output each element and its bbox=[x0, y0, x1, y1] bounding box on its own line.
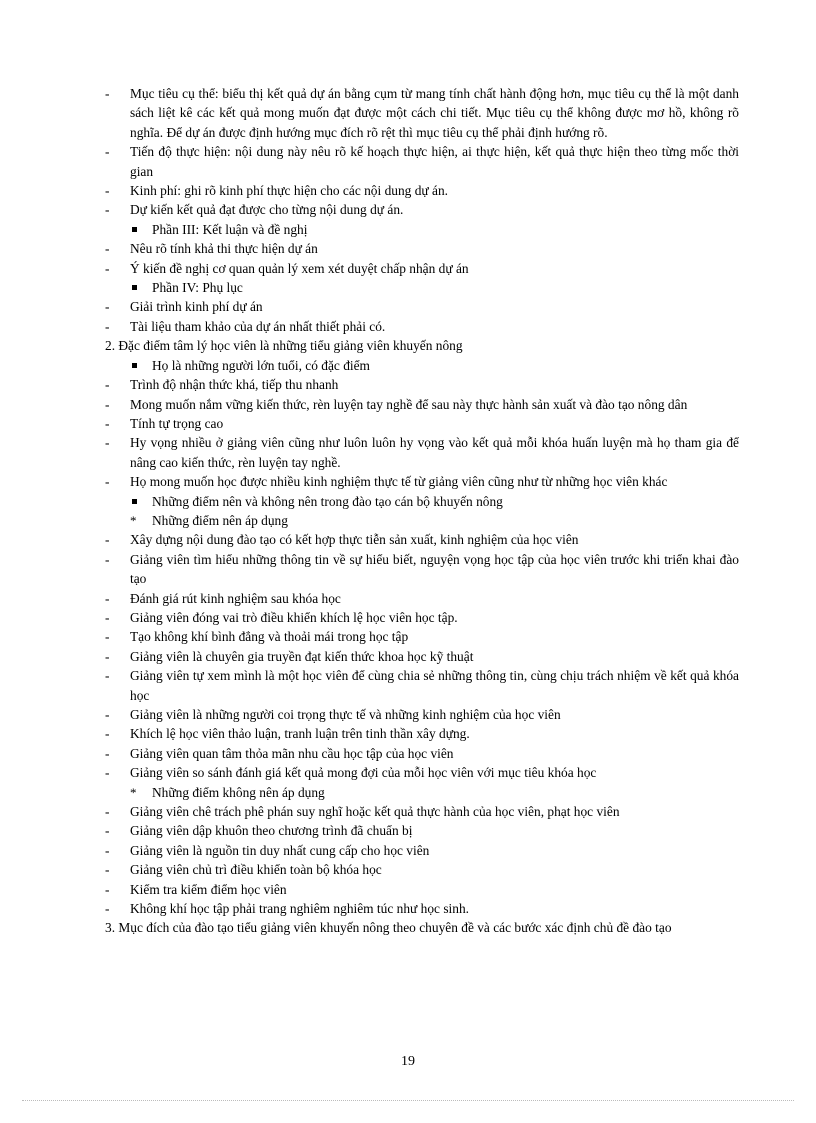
dash-bullet-icon: - bbox=[105, 726, 110, 742]
asterisk-bullet-icon: * bbox=[130, 784, 137, 800]
dash-list-item bbox=[105, 239, 739, 258]
dash-list-item bbox=[105, 724, 739, 743]
dash-bullet-icon: - bbox=[105, 804, 110, 820]
dash-bullet-icon: - bbox=[105, 745, 110, 761]
dash-list-item bbox=[105, 181, 739, 200]
square-bullet-icon bbox=[132, 363, 137, 368]
item-text: Tạo không khí bình đẳng và thoải mái trong học tập bbox=[130, 629, 409, 645]
dash-list-item bbox=[105, 627, 739, 646]
dash-list-item bbox=[105, 705, 739, 724]
dash-bullet-icon: - bbox=[105, 260, 110, 276]
item-text: Giảng viên quan tâm thỏa mãn nhu cầu học tập của học viên bbox=[130, 745, 454, 761]
item-text: Họ là những người lớn tuổi, có đặc điểm bbox=[152, 357, 370, 373]
dash-list-item bbox=[105, 802, 739, 821]
dash-bullet-icon: - bbox=[105, 241, 110, 257]
dash-list-item bbox=[105, 860, 739, 879]
dash-bullet-icon: - bbox=[105, 474, 110, 490]
item-text: Không khí học tập phải trang nghiêm nghiêm túc như học sinh. bbox=[130, 901, 469, 917]
section-heading-item bbox=[105, 492, 739, 511]
dash-bullet-icon: - bbox=[105, 823, 110, 839]
item-text: Giảng viên chủ trì điều khiển toàn bộ khóa học bbox=[130, 862, 382, 878]
dash-list-item bbox=[105, 763, 739, 782]
dash-bullet-icon: - bbox=[105, 415, 110, 431]
dash-bullet-icon: - bbox=[105, 668, 110, 684]
item-text: Nêu rõ tính khả thi thực hiện dự án bbox=[130, 241, 318, 257]
item-text: Mong muốn nắm vững kiến thức, rèn luyện tay nghề để sau này thực hành sản xuất và đào tạo nông dân bbox=[130, 396, 688, 412]
item-text: Xây dựng nội dung đào tạo có kết hợp thực tiễn sản xuất, kinh nghiệm của học viên bbox=[130, 532, 579, 548]
dash-bullet-icon: - bbox=[105, 396, 110, 412]
dash-list-item bbox=[105, 414, 739, 433]
star-list-item bbox=[105, 511, 739, 530]
dash-bullet-icon: - bbox=[105, 144, 110, 160]
dash-list-item bbox=[105, 375, 739, 394]
body-text bbox=[105, 84, 739, 938]
dash-bullet-icon: - bbox=[105, 318, 110, 334]
item-text: Những điểm không nên áp dụng bbox=[152, 784, 325, 800]
dash-bullet-icon: - bbox=[105, 86, 110, 101]
item-text: Phần IV: Phụ lục bbox=[152, 280, 243, 296]
dash-bullet-icon: - bbox=[105, 629, 110, 645]
dash-bullet-icon: - bbox=[105, 842, 110, 858]
dash-bullet-icon: - bbox=[105, 862, 110, 878]
item-text: Trình độ nhận thức khá, tiếp thu nhanh bbox=[130, 377, 339, 393]
item-text: 3. Mục đích của đào tạo tiểu giảng viên khuyến nông theo chuyên đề và các bước xác định chủ đề đào tạo bbox=[105, 920, 672, 936]
item-text: Kiểm tra kiểm điểm học viên bbox=[130, 881, 287, 897]
dash-list-item bbox=[105, 317, 739, 336]
item-text: Giảng viên tìm hiểu những thông tin về sự hiểu biết, nguyện vọng học tập của học viên trước khi triển khai đào tạo bbox=[130, 551, 739, 587]
item-text: Đánh giá rút kinh nghiệm sau khóa học bbox=[130, 590, 341, 606]
dash-bullet-icon: - bbox=[105, 532, 110, 548]
item-text: Giảng viên tự xem mình là một học viên để cùng chia sẻ những thông tin, cùng chịu trách nhiệm về kết quả khóa học bbox=[130, 668, 739, 703]
dash-list-item bbox=[105, 841, 739, 860]
dash-list-item bbox=[105, 433, 739, 472]
dash-bullet-icon: - bbox=[105, 901, 110, 917]
item-text: Hy vọng nhiều ở giảng viên cũng như luôn luôn hy vọng vào kết quả mỗi khóa huấn luyện mà họ tham gia để nâng cao kiến thức, rèn luyện tay nghề. bbox=[130, 435, 739, 470]
item-text: Mục tiêu cụ thể: biểu thị kết quả dự án bằng cụm từ mang tính chất hành động hơn, mục tiêu cụ thể là một danh sách liệt kê các kết quả mong muốn đạt được một cách chi tiết. Mục tiêu cụ thể không được mơ hồ, không rõ nghĩa. Để dự án được định hướng mục đích rõ rệt thì mục tiêu cụ thể phải định hướng rõ. bbox=[130, 86, 739, 140]
item-text: Giảng viên chê trách phê phán suy nghĩ hoặc kết quả thực hành của học viên, phạt học viên bbox=[130, 804, 620, 820]
item-text: Giảng viên là nguồn tin duy nhất cung cấp cho học viên bbox=[130, 842, 430, 858]
square-bullet-icon bbox=[132, 227, 137, 232]
dash-list-item bbox=[105, 744, 739, 763]
item-text: Giảng viên dập khuôn theo chương trình đã chuẩn bị bbox=[130, 823, 413, 839]
numbered-paragraph bbox=[105, 918, 739, 937]
dash-bullet-icon: - bbox=[105, 202, 110, 218]
dash-list-item bbox=[105, 550, 739, 589]
dash-bullet-icon: - bbox=[105, 590, 110, 606]
item-text: Những điểm nên áp dụng bbox=[152, 512, 288, 528]
item-text: Tài liệu tham khảo của dự án nhất thiết phải có. bbox=[130, 318, 386, 334]
dash-list-item bbox=[105, 589, 739, 608]
dash-bullet-icon: - bbox=[105, 377, 110, 393]
dash-list-item bbox=[105, 666, 739, 705]
dash-list-item bbox=[105, 259, 739, 278]
dash-list-item bbox=[105, 84, 739, 142]
dash-list-item bbox=[105, 899, 739, 918]
dash-list-item bbox=[105, 530, 739, 549]
item-text: Phần III: Kết luận và đề nghị bbox=[152, 221, 308, 237]
item-text: Họ mong muốn học được nhiều kinh nghiệm thực tế từ giảng viên cũng như từ những học viên khác bbox=[130, 474, 668, 490]
item-text: Giảng viên là chuyên gia truyền đạt kiến thức khoa học kỹ thuật bbox=[130, 648, 474, 664]
page-footer-divider bbox=[22, 1100, 794, 1101]
item-text: Khích lệ học viên thảo luận, tranh luận trên tinh thần xây dựng. bbox=[130, 726, 470, 742]
section-heading-item bbox=[105, 220, 739, 239]
item-text: Giảng viên đóng vai trò điều khiển khích lệ học viên học tập. bbox=[130, 609, 458, 625]
dash-list-item bbox=[105, 395, 739, 414]
dash-bullet-icon: - bbox=[105, 881, 110, 897]
dash-list-item bbox=[105, 880, 739, 899]
dash-bullet-icon: - bbox=[105, 299, 110, 315]
dash-list-item bbox=[105, 297, 739, 316]
item-text: Những điểm nên và không nên trong đào tạo cán bộ khuyến nông bbox=[152, 493, 503, 509]
item-text: Giảng viên là những người coi trọng thực tế và những kinh nghiệm của học viên bbox=[130, 707, 561, 722]
item-text: 2. Đặc điểm tâm lý học viên là những tiểu giảng viên khuyến nông bbox=[105, 338, 463, 354]
dash-list-item bbox=[105, 472, 739, 491]
square-bullet-icon bbox=[132, 499, 137, 504]
dash-bullet-icon: - bbox=[105, 183, 110, 199]
numbered-paragraph bbox=[105, 336, 739, 355]
asterisk-bullet-icon: * bbox=[130, 512, 137, 528]
dash-list-item bbox=[105, 821, 739, 840]
dash-list-item bbox=[105, 142, 739, 181]
dash-bullet-icon: - bbox=[105, 707, 110, 722]
item-text: Ý kiến đề nghị cơ quan quản lý xem xét duyệt chấp nhận dự án bbox=[130, 260, 469, 276]
section-heading-item bbox=[105, 278, 739, 297]
item-text: Tính tự trọng cao bbox=[130, 415, 224, 431]
item-text: Kinh phí: ghi rõ kinh phí thực hiện cho các nội dung dự án. bbox=[130, 183, 448, 199]
dash-bullet-icon: - bbox=[105, 765, 110, 781]
item-text: Tiến độ thực hiện: nội dung này nêu rõ kế hoạch thực hiện, ai thực hiện, kết quả thực hiện theo từng mốc thời gian bbox=[130, 144, 739, 179]
dash-bullet-icon: - bbox=[105, 435, 110, 451]
item-text: Giải trình kinh phí dự án bbox=[130, 299, 263, 315]
page-number: 19 bbox=[401, 1054, 415, 1069]
dash-list-item bbox=[105, 608, 739, 627]
dash-list-item bbox=[105, 200, 739, 219]
dash-bullet-icon: - bbox=[105, 609, 110, 625]
item-text: Giảng viên so sánh đánh giá kết quả mong đợi của mỗi học viên với mục tiêu khóa học bbox=[130, 765, 597, 781]
section-heading-item bbox=[105, 356, 739, 375]
item-text: Dự kiến kết quả đạt được cho từng nội dung dự án. bbox=[130, 202, 404, 218]
dash-list-item bbox=[105, 647, 739, 666]
star-list-item bbox=[105, 783, 739, 802]
square-bullet-icon bbox=[132, 285, 137, 290]
dash-bullet-icon: - bbox=[105, 648, 110, 664]
dash-bullet-icon: - bbox=[105, 551, 110, 567]
